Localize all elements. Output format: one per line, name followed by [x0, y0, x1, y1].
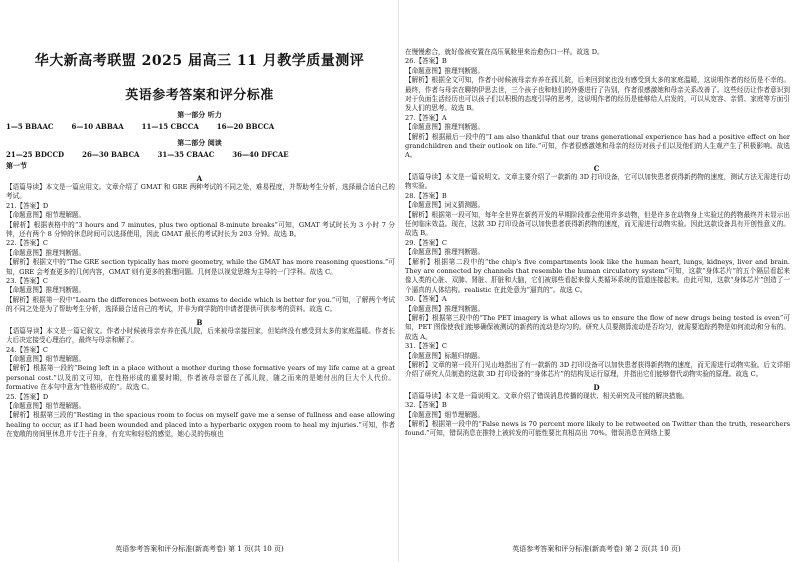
page-footer: 英语参考答案和评分标准(新高考卷) 第 2 页(共 10 页)	[512, 545, 681, 553]
answer-group: 16—20 BBCCA	[216, 122, 275, 131]
passage-letter-d: D	[593, 382, 600, 392]
answer-line: 31.【答案】C	[405, 342, 447, 351]
section-title: 第一节	[6, 161, 27, 170]
part1-title: 第一部分 听力	[177, 110, 222, 119]
answer-group: 31—35 CBAAC	[157, 150, 215, 159]
answer-analysis: 【解析】根据第一段中“Learn the differences between both exams to decide which is better for you.”可知，了解两个考试的不同之处是为了帮助考生分析，选择最合适自己的考试，并非为商学院的申请者提供可供参考的资料。故选 C。	[6, 295, 395, 314]
left-page	[4, 0, 395, 562]
passage-letter-a: A	[196, 174, 203, 183]
part2-title: 第二部分 阅读	[177, 138, 222, 147]
question-intent: 【命题意图】推理判断题。	[405, 66, 485, 75]
question-intent: 【命题意图】词义猜测题。	[405, 201, 485, 210]
answer-line: 22.【答案】C	[6, 239, 48, 248]
answer-group: 26—30 BABCA	[82, 150, 140, 159]
page-title: 华大新高考联盟 2025 届高三 11 月教学质量测评	[34, 53, 365, 69]
answer-analysis: 【解析】根据第一段中的“False news is 70 percent more likely to be retweeted on Twitter than the truth, researchers found.”可知，错误消息在推特上被转发的可能性要比真相高出 70%。错误消息在网络上要	[405, 420, 790, 438]
question-intent: 【命题意图】推理判断题。	[405, 304, 485, 313]
passage-guide: 【语篇导读】本文是一篇说明文。文章介绍了错误消息传播的现状、相关研究及可能的解决措施。	[405, 391, 689, 400]
answer-group: 11—15 CBCCA	[141, 122, 199, 131]
answer-analysis: 【解析】根据第三段中的“The PET imagery is what allows us to ensure the flow of new drugs being tested is even”可知，PET 图像使我们能够确保被测试的新药的流动是均匀的。研究人员要测算流动是否均匀，就需要追踪药物是如何流动和分布的。故选 A。	[405, 313, 790, 341]
question-intent: 【命题意图】推理判断题。	[6, 286, 86, 295]
page-footer: 英语参考答案和评分标准(新高考卷) 第 1 页(共 10 页)	[115, 545, 284, 553]
answer-line: 21.【答案】D	[6, 201, 49, 210]
page-subtitle: 英语参考答案和评分标准	[125, 88, 274, 103]
question-intent: 【命题意图】细节理解题。	[6, 354, 86, 363]
answer-analysis: 【解析】根据最后一段中的“I am also thankful that our trans generational experience has had a positive effect on her grandchildren and their outlook on life.”可知，作者很感激她和母亲的经历对孩子们以及他们的人生观产生了积极影响。故选 A。	[405, 132, 790, 160]
passage-letter-c: C	[593, 163, 600, 173]
answer-group: 1—5 BBAAC	[6, 122, 54, 131]
question-intent: 【命题意图】标题归纳题。	[405, 351, 485, 360]
answer-line: 24.【答案】C	[6, 345, 48, 354]
answer-line: 27.【答案】A	[405, 113, 447, 122]
question-intent: 【命题意图】细节理解题。	[405, 410, 485, 419]
answer-line: 30.【答案】A	[405, 295, 447, 304]
question-intent: 【命题意图】推理判断题。	[405, 123, 485, 132]
answer-analysis: 【解析】根据第一段可知，每年全世界在新药开发的早期阶段都会使用许多动物，但是许多在动物身上实验过的药物最终并未显示出任何临床效益。现在，这款 3D 打印设备可以加快患者获得新药物的速度，而无需进行动物实验。因此这款设备具有开创性意义的。故选 B。	[405, 210, 790, 238]
answer-analysis: 【解析】根据第一段的“Being left in a place without a mother during those formative years of my life came at a great personal cost.”以及前文可知，在性格形成的重要时期，作者被母亲留在了孤儿院，随之而来的是她付出的巨大个人代价。formative 在本句中意为“性格形成的”。故选 C。	[6, 364, 395, 392]
part1-answers	[4, 122, 395, 131]
answer-line: 26.【答案】B	[405, 57, 447, 66]
passage-guide: 【语篇导读】本文是一篇应用文。文章介绍了 GMAT 和 GRE 两种考试的不同之处，难易程度，并帮助考生分析，选择最合适自己的考试。	[6, 183, 395, 201]
answer-analysis: 【解析】根据全文可知，作者小时候被母亲弃养在孤儿院，后来回到家也没有感受到太多的家庭温暖，这说明作者的经历是不幸的。最终，作者与母亲在聊纳伊思去世，三个孩子也和他们的外婆进行了告别，作者很感激她和母亲关系改善了。这些经历让作者意识到对于负面生活经历也可以孩子们以积极的态度引导的思考，这说明作者的经历是能够给人启发的，可以从宽容、亲情、家庭等方面引发人们的思考。故选 B。	[405, 76, 790, 113]
answer-line: 23.【答案】C	[6, 277, 48, 286]
answer-analysis: 【解析】根据第二段中的“the chip's five compartments look like the human heart, lungs, kidneys, liver and brain. They are connected by channels that resemble the human circulatory system”可知，这款“身体芯片”的五个隔层看起来像人类的心脏、双肺、肾脏、肝脏和大脑，它们被那些看起来像人类循环系统的管道连接起来。由此可知，这款“身体芯片”创造了一个逼真的人体结构。realistic 在此处意为“逼真的”。故选 C。	[405, 257, 790, 294]
question-intent: 【命题意图】推理判断题。	[6, 248, 86, 257]
question-intent: 【命题意图】细节理解题。	[6, 401, 86, 410]
question-intent: 【命题意图】细节理解题。	[6, 211, 86, 220]
answer-analysis: 【解析】文章的第一段开门见山地指出了有一款新的 3D 打印设备可以加快患者获得新药物的速度，而无需进行动物实验。后文详细介绍了研究人员制造的这款 3D 打印设备的“身体芯片”的结构及运行原理，并指出它们能够替代动物实验的原理。故选 C。	[405, 361, 790, 379]
right-page	[403, 0, 790, 562]
passage-letter-b: B	[196, 317, 203, 327]
question-intent: 【命题意图】推理判断题。	[405, 248, 485, 257]
answer-line: 28.【答案】B	[405, 191, 447, 200]
answer-line: 32.【答案】B	[405, 401, 447, 410]
page-divider	[398, 0, 399, 562]
answer-group: 21—25 BDCCD	[6, 150, 65, 159]
passage-guide: 【语篇导读】本文是一篇记叙文。作者小时候被母亲弃养在孤儿院，后来被母亲接回家，但始终没有感受到太多的家庭温暖。作者长大后决定接受心理治疗，最终与母亲和解了。	[6, 326, 395, 345]
part2-answers	[4, 150, 395, 159]
continued-text: 在慢慢愈合，就好像被安置在高压氧舱里来治愈伤口一样。故选 D。	[405, 48, 604, 56]
answer-line: 29.【答案】C	[405, 238, 447, 247]
answer-analysis: 【解析】根据表格中的“3 hours and 7 minutes, plus two optional 8-minute breaks”可知，GMAT 考试时长为 3 小时 7 分钟，还有两个 8 分钟的休息时间可以选择使用，因此 GMAT 最长的考试时长为 203 分钟。故选 B。	[6, 220, 395, 239]
answer-line: 25.【答案】D	[6, 392, 49, 401]
passage-guide: 【语篇导读】本文是一篇说明文。文章主要介绍了一款新的 3D 打印设备，它可以加快患者获得新药物的速度，测试方法无需进行动物实验。	[405, 172, 790, 191]
answer-group: 6—10 ABBAA	[71, 122, 124, 131]
answer-group: 36—40 DFCAE	[232, 150, 289, 159]
answer-analysis: 【解析】根据第三段的“Resting in the spacious room to focus on myself gave me a sense of fullness and ease allowing healing to occur, as if I had been wounded and placed into a hyperbaric oxygen room to heal my injuries.”可知，作者在宽敞的房间里休息并专注于自身，有充实和轻松的感觉，她心灵的伤痕也	[6, 411, 395, 439]
answer-analysis: 【解析】根据文中的“The GRE section typically has more geometry, while the GMAT has more reasoning questions.”可知，GRE 会考查更多的几何内容，GMAT 则有更多的推理问题。几何是以视觉思维为主导的一门学科。故选 C。	[6, 258, 395, 276]
